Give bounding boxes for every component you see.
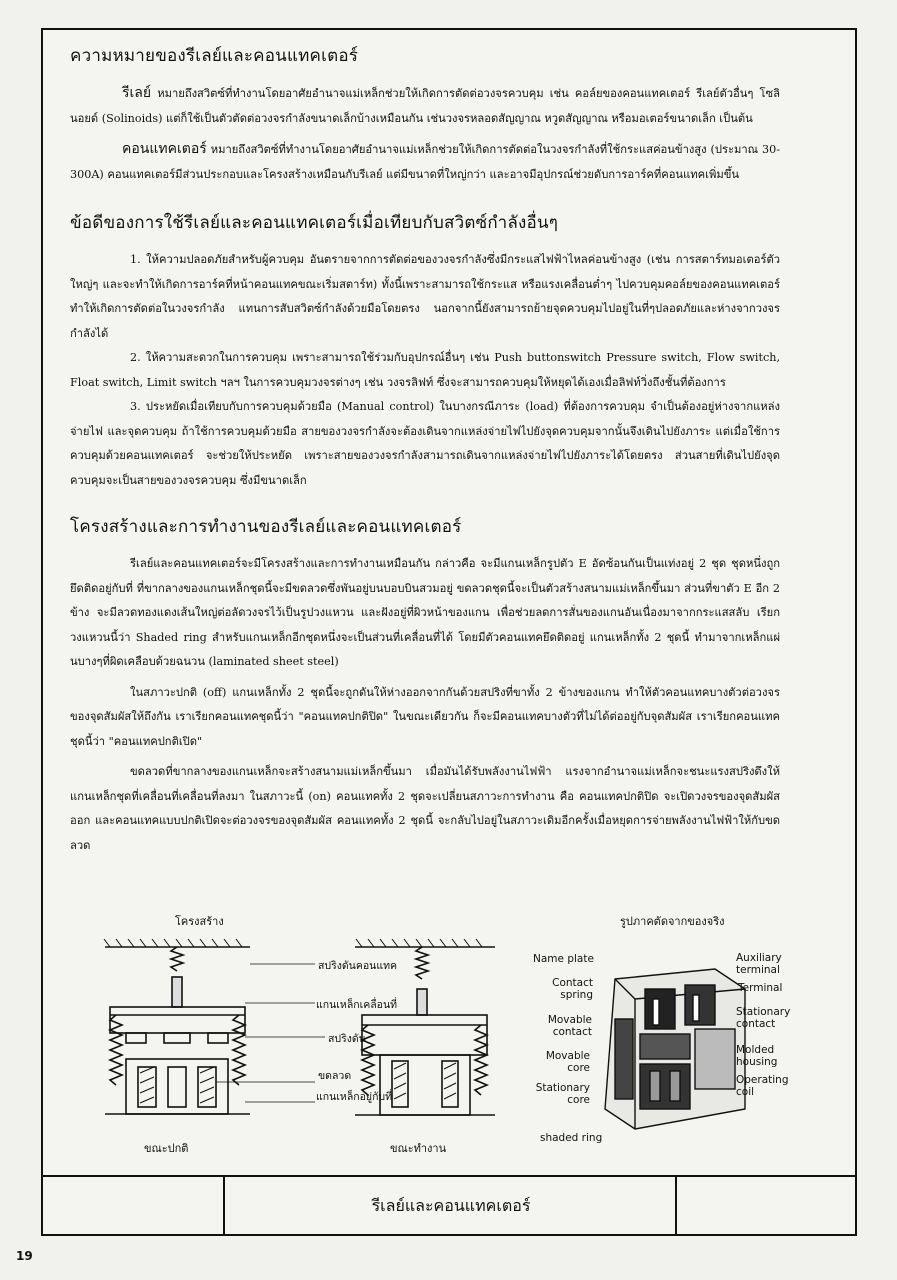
caption-active: ขณะทำงาน xyxy=(390,1142,447,1155)
section-heading-meaning: ความหมายของรีเลย์และคอนแทคเตอร์ xyxy=(70,46,359,66)
section-heading-advantages: ข้อดีของการใช้รีเลย์และคอนแทคเตอร์เมื่อเทียบกับสวิตซ์กำลังอื่นๆ xyxy=(70,213,559,233)
contactor-definition xyxy=(70,137,780,187)
label-movable-contact: Movable contact xyxy=(547,1014,592,1038)
label-stationary-contact: Stationary contact xyxy=(736,1006,791,1030)
contactor-cutaway-illustration xyxy=(595,959,755,1139)
title-block-cell-left xyxy=(41,1177,225,1236)
text-body xyxy=(70,42,780,858)
advantage-item: 2. ให้ความสะดวกในการควบคุม เพราะสามารถใช้ร่วมกับอุปกรณ์อื่นๆ เช่น Push buttonswitch Pressure switch, Flow switch, Float switch, Limit switch ฯลฯ ในการควบคุมวงจรต่างๆ เช่น วงจรลิฟท์ ซึ่งจะสามารถควบคุมให้หยุดได้เองเมื่อลิฟท์วิ่งถึงชั้นที่ต้องการ xyxy=(70,351,780,389)
page-number: 19 xyxy=(16,1249,33,1263)
relay-term: รีเลย์ xyxy=(122,85,152,101)
label-name-plate: Name plate xyxy=(533,953,594,965)
label-stationary-core-th: แกนเหล็กอยู่กับที่ xyxy=(316,1091,393,1103)
label-spring-th: สปริงดัน xyxy=(328,1033,366,1045)
advantage-item: 1. ให้ความปลอดภัยสำหรับผู้ควบคุม อันตรายจากการตัดต่อของวงจรกำลังซึ่งมีกระแสไฟฟ้าไหลค่อนข้างสูง (เช่น การสตาร์ทมอเตอร์ตัวใหญ่ๆ และจะทำให้เกิดการอาร์คที่หน้าคอนแทคขณะเริ่มสตาร์ท) ทั้งนี้เพราะสามารถใช้กระแส หรือแรงเคลื่อนต่ำๆ ไปควบคุมคอล์ยของคอนแทคเตอร์ ทำให้เกิดการตัดต่อในวงจรกำลัง แทนการสับสวิตซ์กำลังด้วยมือโดยตรง นอกจากนี้ยังสามารถย้ายจุดควบคุมไปอยู่ในที่ๆปลอดภัยและห่างจากวงจรกำลังได้ xyxy=(70,253,780,340)
title-block xyxy=(41,1175,857,1236)
figure-left-title: โครงสร้าง xyxy=(175,915,224,928)
label-operating-coil: Operating coil xyxy=(736,1074,789,1098)
structure-paragraph: รีเลย์และคอนแทคเตอร์จะมีโครงสร้างและการทำงานเหมือนกัน กล่าวคือ จะมีแกนเหล็กรูปตัว E อัดซ้อนกันเป็นแท่งอยู่ 2 ชุด ชุดหนึ่งถูกยึดติดอยู่กับที่ ที่ขากลางของแกนเหล็กชุดนี้จะมีขดลวดซึ่งพันอยู่บนบอบบินสวมอยู่ ขดลวดชุดนี้จะเป็นตัวสร้างสนามแม่เหล็กขึ้นมา ส่วนที่ขาตัว E อีก 2 ข้าง จะมีลวดทองแดงเส้นใหญ่ต่อลัดวงจรไว้เป็นรูปวงแหวน และฝังอยู่ที่ผิวหน้าของแกน เพื่อช่วยลดการสั่นของแกนอันเนื่องมาจากกระแสสลับ เรียกวงแหวนนี้ว่า Shaded ring สำหรับแกนเหล็กอีกชุดหนึ่งจะเป็นส่วนที่เคลื่อนที่ได้ โดยมีตัวคอนแทคยึดติดอยู่ แกนเหล็กทั้ง 2 ชุดนี้ ทำมาจากเหล็กแผ่นบางๆที่ผิดเคลือบด้วยฉนวน (laminated sheet steel) xyxy=(70,557,780,668)
figures-area xyxy=(60,884,800,1174)
label-movable-core-th: แกนเหล็กเคลื่อนที่ xyxy=(316,999,398,1011)
relay-definition xyxy=(70,81,780,131)
label-auxiliary-terminal: Auxiliary terminal xyxy=(736,952,782,976)
label-molded-housing: Molded housing xyxy=(736,1044,778,1068)
label-coil-th: ขดลวด xyxy=(318,1070,352,1082)
figure-right-title: รูปภาคตัดจากของจริง xyxy=(620,915,725,928)
contactor-text: หมายถึงสวิตซ์ที่ทำงานโดยอาศัยอำนาจแม่เหล็กช่วยให้เกิดการตัดต่อในวงจรกำลังที่ใช้กระแสค่อนข้างสูง (ประมาณ 30-300A) คอนแทคเตอร์มีส่วนประกอบและโครงสร้างเหมือนกับรีเลย์ แต่มีขนาดที่ใหญ่กว่า และอาจมีอุปกรณ์ช่วยดับการอาร์คที่คอนแทคเพิ่มขึ้น xyxy=(70,143,780,181)
footer-title: รีเลย์และคอนแทคเตอร์ xyxy=(371,1196,531,1215)
label-shaded-ring: shaded ring xyxy=(540,1132,603,1144)
label-movable-core: Movable core xyxy=(545,1050,590,1074)
structure-paragraph: ขดลวดที่ขากลางของแกนเหล็กจะสร้างสนามแม่เหล็กขึ้นมา เมื่อมันได้รับพลังงานไฟฟ้า แรงจากอำนาจแม่เหล็กจะชนะแรงสปริงดึงให้แกนเหล็กชุดที่เคลื่อนที่เคลื่อนที่ลงมา ในสภาวะนี้ (on) คอนแทคทั้ง 2 ชุดจะเปลี่ยนสภาวะการทำงาน คือ คอนแทคปกติปิด จะเปิดวงจรของจุดสัมผัสออก และคอนแทคแบบปกติเปิดจะต่อวงจรของจุดสัมผัส คอนแทคทั้ง 2 ชุดนี้ จะกลับไปอยู่ในสภาวะเดิมอีกครั้งเมื่อหยุดการจ่ายพลังงานไฟฟ้าให้กับขดลวด xyxy=(70,765,780,852)
relay-text: หมายถึงสวิตซ์ที่ทำงานโดยอาศัยอำนาจแม่เหล็กช่วยให้เกิดการตัดต่อวงจรควบคุม เช่น คอล์ยของคอนแทคเตอร์ รีเลย์ตัวอื่นๆ โซลินอยด์ (Solinoids) แต่ก็ใช้เป็นตัวตัดต่อวงจรกำลังขนาดเล็กบ้างเหมือนกัน เช่นวงจรหลอดสัญญาณ หวูดสัญญาณ หรือมอเตอร์ขนาดเล็ก เป็นต้น xyxy=(70,87,780,125)
label-contact-spring-th: สปริงดันคอนแทค xyxy=(318,960,398,972)
label-contact-spring: Contact spring xyxy=(552,977,593,1001)
advantage-item: 3. ประหยัดเมื่อเทียบกับการควบคุมด้วยมือ (Manual control) ในบางกรณีภาระ (load) ที่ต้องการควบคุม จำเป็นต้องอยู่ห่างจากแหล่งจ่ายไฟ และจุดควบคุม ถ้าใช้การควบคุมด้วยมือ สายของวงจรกำลังจะต้องเดินจากแหล่งจ่ายไฟไปยังจุดควบคุมจากนั้นจึงเดินไปยังภาระ แต่เมื่อใช้การควบคุมด้วยคอนแทคเตอร์ จะช่วยให้ประหยัด เพราะสายของวงจรกำลังสามารถเดินจากแหล่งจ่ายไฟไปยังภาระได้โดยตรง ส่วนสายที่เดินไปยังจุดควบคุมจะเป็นสายของวงจรควบคุม ซึ่งมีขนาดเล็ก xyxy=(70,400,780,487)
caption-normal: ขณะปกติ xyxy=(144,1142,189,1155)
structure-paragraph: ในสภาวะปกติ (off) แกนเหล็กทั้ง 2 ชุดนี้จะถูกดันให้ห่างออกจากกันด้วยสปริงที่ขาทั้ง 2 ข้างของแกน ทำให้ตัวคอนแทคบางตัวต่อวงจรของจุดสัมผัสให้ถึงกัน เราเรียกคอนแทคชุดนี้ว่า "คอนแทคปกติปิด" ในขณะเดียวกัน ก็จะมีคอนแทคบางตัวที่ไม่ได้ต่ออยู่กับจุดสัมผัส เราเรียกคอนแทคชุดนี้ว่า "คอนแทคปกติเปิด" xyxy=(70,685,780,748)
label-terminal: Terminal xyxy=(738,982,783,994)
section-heading-structure: โครงสร้างและการทำงานของรีเลย์และคอนแทคเตอร์ xyxy=(70,517,462,537)
label-stationary-core: Stationary core xyxy=(535,1082,590,1106)
contactor-term: คอนแทคเตอร์ xyxy=(122,141,207,157)
